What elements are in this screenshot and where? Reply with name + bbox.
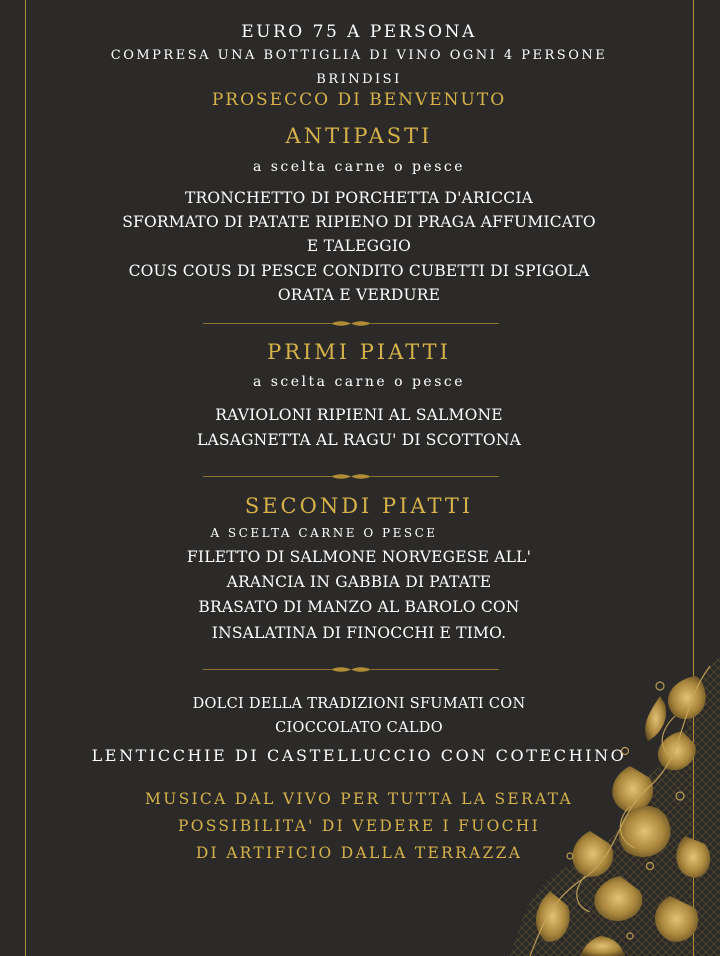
secondi-item: ARANCIA IN GABBIA DI PATATE [226, 573, 492, 591]
antipasti-choice: a scelta carne o pesce [252, 159, 466, 175]
secondi-item: BRASATO DI MANZO AL BAROLO CON [198, 598, 520, 616]
gold-lace-ornament [510, 656, 720, 956]
extras-line: MUSICA DAL VIVO PER TUTTA LA SERATA [145, 790, 573, 808]
secondi-item: FILETTO DI SALMONE NORVEGESE ALL' [186, 548, 532, 566]
dolci-item: DOLCI DELLA TRADIZIONI SFUMATI CON [192, 696, 526, 712]
ornamental-divider [203, 665, 499, 674]
wine-note: COMPRESA UNA BOTTIGLIA DI VINO OGNI 4 PERSONE [110, 48, 608, 63]
secondi-choice: A SCELTA CARNE O PESCE [210, 526, 438, 540]
antipasti-item: E TALEGGIO [306, 237, 412, 255]
dolci-item: CIOCCOLATO CALDO [275, 720, 443, 736]
secondi-title: SECONDI PIATTI [244, 494, 474, 518]
extras-line: DI ARTIFICIO DALLA TERRAZZA [195, 844, 523, 862]
ornamental-divider [203, 319, 499, 328]
primi-choice: a scelta carne o pesce [252, 374, 466, 390]
ornamental-divider [203, 472, 499, 481]
prosecco-heading: PROSECCO DI BENVENUTO [211, 90, 507, 110]
antipasti-item: TRONCHETTO DI PORCHETTA D'ARICCIA [184, 189, 534, 207]
antipasti-item: SFORMATO DI PATATE RIPIENO DI PRAGA AFFUMICATO [122, 213, 596, 231]
lenticchie-line: LENTICCHIE DI CASTELLUCCIO CON COTECHINO [91, 746, 627, 765]
primi-item: RAVIOLONI RIPIENI AL SALMONE [215, 406, 503, 424]
secondi-item: INSALATINA DI FINOCCHI E TIMO. [211, 624, 507, 642]
antipasti-item: COUS COUS DI PESCE CONDITO CUBETTI DI SPIGOLA [128, 262, 590, 280]
extras-line: POSSIBILITA' DI VEDERE I FUOCHI [177, 817, 541, 835]
antipasti-title: ANTIPASTI [285, 124, 433, 148]
brindisi-label: BRINDISI [316, 72, 402, 87]
primi-title: PRIMI PIATTI [267, 340, 451, 364]
antipasti-item: ORATA E VERDURE [277, 286, 441, 304]
price-heading: EURO 75 A PERSONA [241, 22, 477, 42]
primi-item: LASAGNETTA AL RAGU' DI SCOTTONA [197, 431, 521, 449]
